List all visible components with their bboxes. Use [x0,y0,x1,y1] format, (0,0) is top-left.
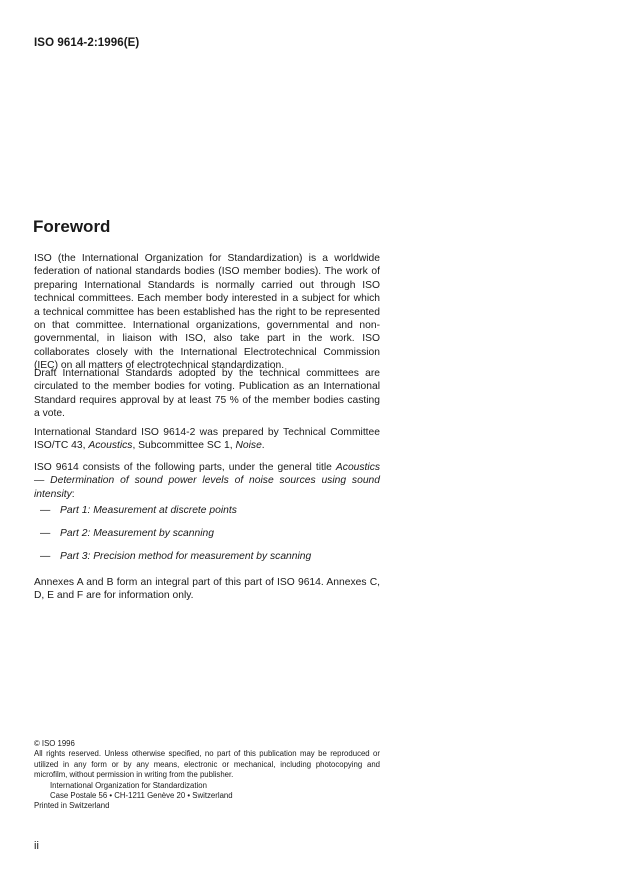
dash-bullet: — [40,505,51,516]
foreword-paragraph-1: ISO (the International Organization for Standardization) is a worldwide federation of national standards bodies (ISO member bodies). The work of preparing International Standards is normally carried out through ISO technical committees. Each member body interested in a subject for which a technical committee has been established has the right to be represented on that committee. International organizations, governmental and non-governmental, in liaison with ISO, also take part in the work. ISO collaborates closely with the International Electrotechnical Commission (IEC) on all matters of electrotechnical standardization. [34,253,380,372]
copyright-notice [34,739,380,812]
committee-name: Acoustics [88,440,133,452]
general-title: Acoustics — Determination of sound power levels of noise sources using sound intensity [34,462,380,500]
list-item [40,504,311,527]
foreword-paragraph-4 [34,461,380,501]
list-item [40,550,311,573]
part-label: Part 1: Measurement at discrete points [60,505,237,516]
subcommittee-name: Noise [235,440,262,452]
dash-bullet: — [40,551,51,562]
rights-reserved-text: All rights reserved. Unless otherwise specified, no part of this publication may be reproduced or utilized in any form or by any means, electronic or mechanical, including photocopying and microfilm, without permission in writing from the publisher. [34,749,380,780]
paragraph-3-middle: , Subcommittee SC 1, [132,440,236,452]
paragraph-3-suffix: . [261,440,265,452]
foreword-heading: Foreword [33,217,111,236]
part-label: Part 3: Precision method for measurement by scanning [60,551,312,562]
dash-bullet: — [40,528,51,539]
parts-list [40,504,311,573]
organization-name: International Organization for Standardization [50,780,207,790]
foreword-paragraph-5: Annexes A and B form an integral part of this part of ISO 9614. Annexes C, D, E and F are for information only. [34,577,380,602]
paragraph-4-suffix: : [71,488,75,500]
foreword-paragraph-2: Draft International Standards adopted by the technical committees are circulated to the member bodies for voting. Publication as an International Standard requires approval by at least 75 % of the member bodies casting a vote. [34,368,380,420]
foreword-paragraph-3 [34,426,380,453]
list-item [40,527,311,550]
paragraph-3-prefix: International Standard ISO 9614-2 was prepared by Technical Committee ISO/TC 43, [34,427,380,452]
organization-address: Case Postale 56 • CH-1211 Genève 20 • Switzerland [50,791,233,801]
page-number: ii [34,840,39,852]
paragraph-4-prefix: ISO 9614 consists of the following parts, under the general title [34,462,336,473]
part-label: Part 2: Measurement by scanning [60,528,214,539]
printed-location: Printed in Switzerland [34,801,110,811]
copyright-line: © ISO 1996 [34,739,75,748]
document-id-header: ISO 9614-2:1996(E) [34,37,140,49]
